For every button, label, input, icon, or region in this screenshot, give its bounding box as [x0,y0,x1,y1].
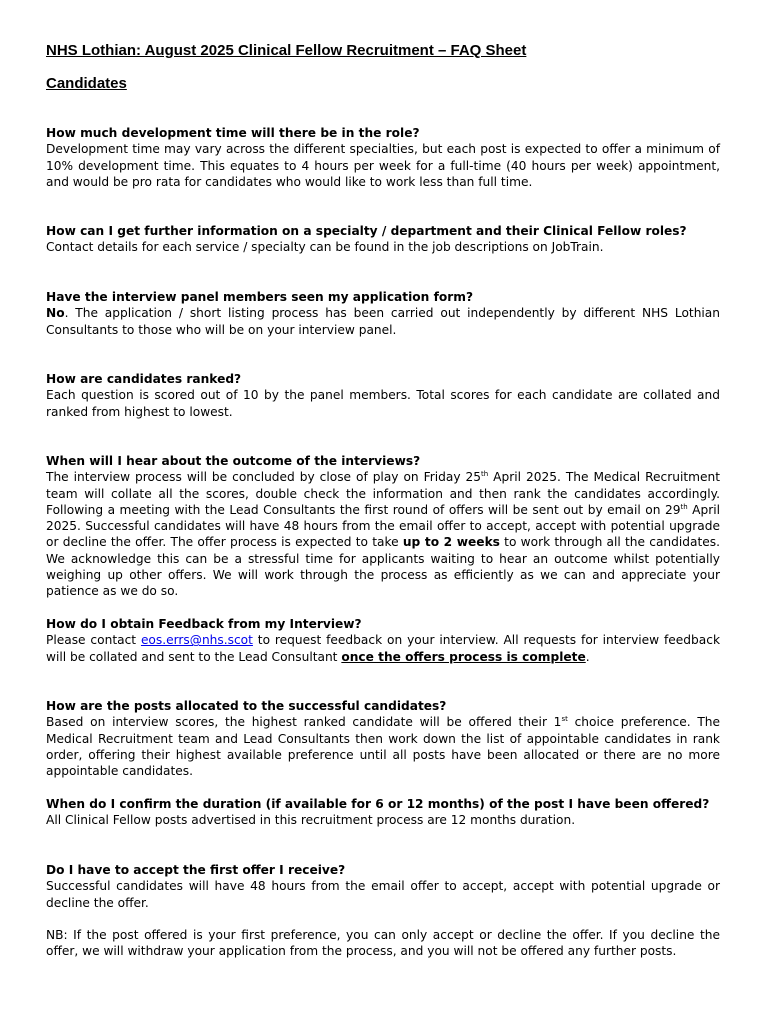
faq-item [46,371,720,420]
faq-item [46,289,720,338]
faq-item [46,125,720,190]
faq-answer: Contact details for each service / specialty can be found in the job descriptions on JobTrain. [46,240,604,255]
faq-item [46,453,720,600]
email-link[interactable]: eos.errs@nhs.scot [140,633,253,648]
answer-text: Please contact [46,633,141,648]
faq-question: How can I get further information on a specialty / department and their Clinical Fellow roles? [46,224,687,238]
nb-note: NB: If the post offered is your first preference, you can only accept or decline the offer. If you decline the offer, we will withdraw your application from the process, and you will not be offered any further posts. [46,927,720,959]
ordinal-suffix: st [561,715,568,724]
answer-text: April 2025. Successful candidates will have 48 hours from the email offer to accept, accept with potential upgrade or decline the offer. The offer process is expected to take [46,502,721,550]
faq-answer: Each question is scored out of 10 by the panel members. Total scores for each candidate are collated and ranked from highest to lowest. [46,388,720,419]
answer-text: to work through all the candidates. We acknowledge this can be a stressful time for applicants waiting to hear an outcome whilst potentially weighing up other offers. We will work through the process as efficiently as we can and appreciate your patience as we do so. [46,535,720,599]
answer-text: to request feedback on your interview. All requests for interview feedback will be collated and sent to the Lead Consultant [46,633,720,664]
faq-item [46,796,720,829]
faq-answer [46,305,720,338]
faq-answer [46,714,720,779]
faq-item [46,223,720,256]
ordinal-suffix: th [680,502,688,511]
faq-question: How are candidates ranked? [46,372,242,386]
faq-question: How much development time will there be in the role? [46,126,420,140]
answer-text: . The application / short listing process has been carried out independently by different NHS Lothian Consultants to those who will be on your interview panel. [46,306,720,337]
faq-question: When do I confirm the duration (if available for 6 or 12 months) of the post I have been offered? [46,797,710,811]
answer-text: April 2025. The Medical Recruitment team will collate all the scores, double check the information and then rank the candidates accordingly. Following a meeting with the Lead Consultants the first round of offers will be sent out by email on 29 [46,470,720,517]
faq-answer [46,632,720,665]
answer-emphasis: No [46,306,65,321]
faq-question: How do I obtain Feedback from my Interview? [46,617,362,631]
faq-answer: Successful candidates will have 48 hours from the email offer to accept, accept with potential upgrade or decline the offer. [46,879,720,910]
faq-item [46,862,720,959]
document-title: NHS Lothian: August 2025 Clinical Fellow Recruitment – FAQ Sheet [46,42,527,59]
faq-question: How are the posts allocated to the successful candidates? [46,699,447,713]
faq-answer [46,469,720,599]
section-heading: Candidates [46,75,127,92]
faq-item [46,616,720,665]
faq-question: Do I have to accept the first offer I receive? [46,863,346,877]
faq-question: When will I hear about the outcome of the interviews? [46,454,421,468]
faq-answer: Development time may vary across the different specialties, but each post is expected to offer a minimum of 10% development time. This equates to 4 hours per week for a full-time (40 hours per week) appointment, and would be pro rata for candidates who would like to work less than full time. [46,142,720,189]
answer-emphasis: once the offers process is complete [341,649,586,664]
answer-text: The interview process will be concluded by close of play on Friday 25 [46,470,482,485]
faq-item [46,698,720,779]
answer-text: choice preference. The Medical Recruitment team and Lead Consultants then work down the list of appointable candidates in rank order, offering their highest available preference until all posts have been allocated or there are no more appointable candidates. [46,715,721,779]
faq-answer: All Clinical Fellow posts advertised in this recruitment process are 12 months duration. [46,813,576,828]
answer-emphasis: up to 2 weeks [402,535,500,550]
answer-text: . [585,649,590,664]
ordinal-suffix: th [481,470,489,479]
faq-question: Have the interview panel members seen my application form? [46,290,474,304]
answer-text: Based on interview scores, the highest ranked candidate will be offered their 1 [46,715,562,730]
